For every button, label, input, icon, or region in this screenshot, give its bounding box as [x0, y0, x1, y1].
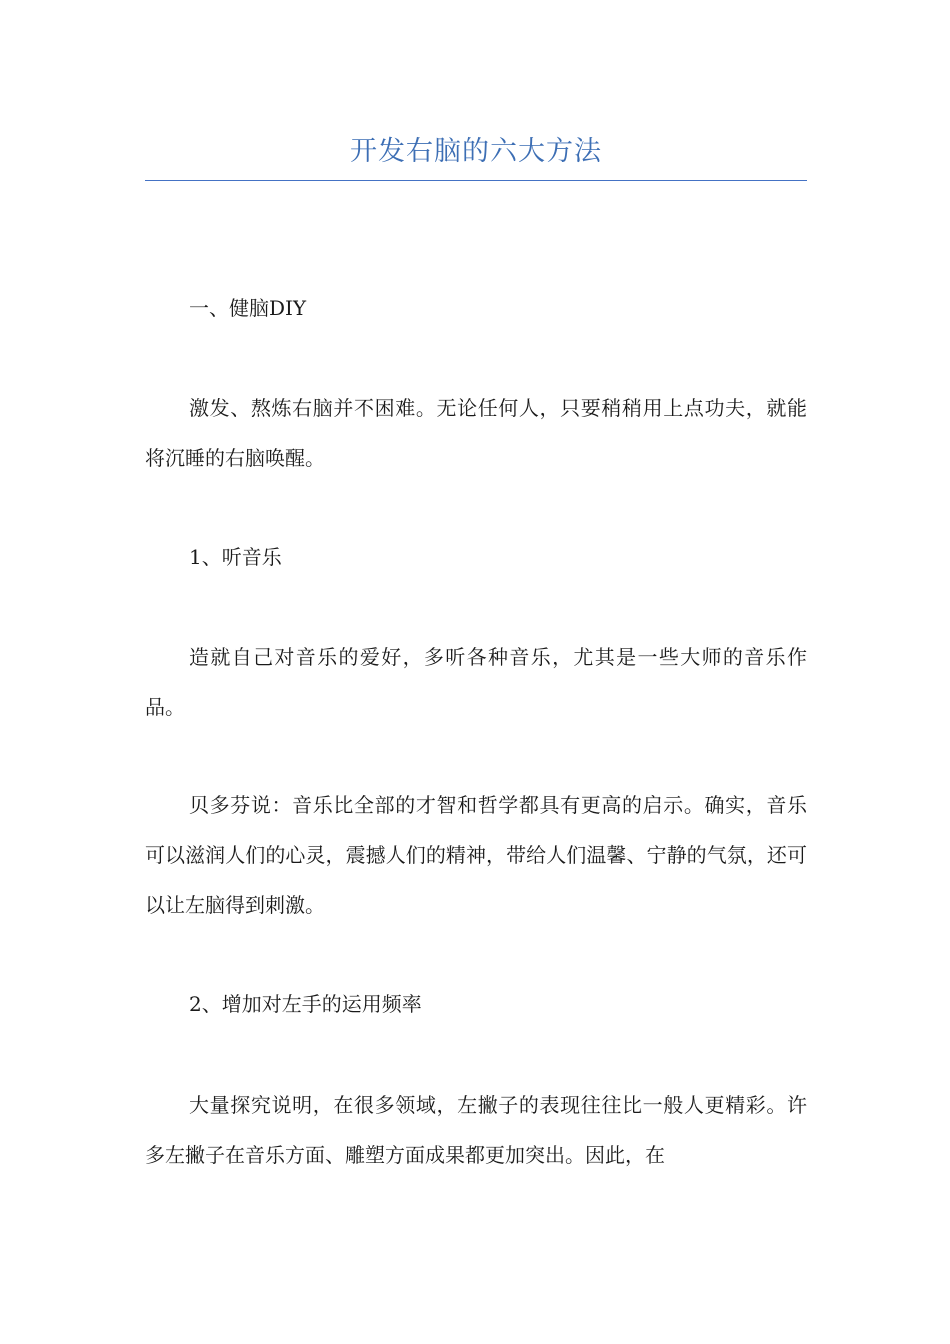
section-heading-brain-diy: 一、健脑DIY — [189, 296, 307, 320]
paragraph-beethoven-quote: 贝多芬说：音乐比全部的才智和哲学都具有更高的启示。确实，音乐可以滋润人们的心灵，震撼人们的精神，带给人们温馨、宁静的气氛，还可以让左脑得到刺激。 — [145, 793, 807, 917]
subheading-listen-music: 1、听音乐 — [189, 545, 282, 569]
paragraph-music-hobby: 造就自己对音乐的爱好，多听各种音乐，尤其是一些大师的音乐作品。 — [145, 645, 807, 719]
title-underline — [145, 180, 807, 181]
paragraph-left-handed-research: 大量探究说明，在很多领域，左撇子的表现往往比一般人更精彩。许多左撇子在音乐方面、雕塑方面成果都更加突出。因此，在 — [145, 1093, 807, 1167]
document-title: 开发右脑的六大方法 — [350, 136, 602, 167]
subheading-left-hand: 2、增加对左手的运用频率 — [189, 992, 422, 1016]
paragraph-intro: 激发、熬炼右脑并不困难。无论任何人，只要稍稍用上点功夫，就能将沉睡的右脑唤醒。 — [145, 396, 807, 470]
